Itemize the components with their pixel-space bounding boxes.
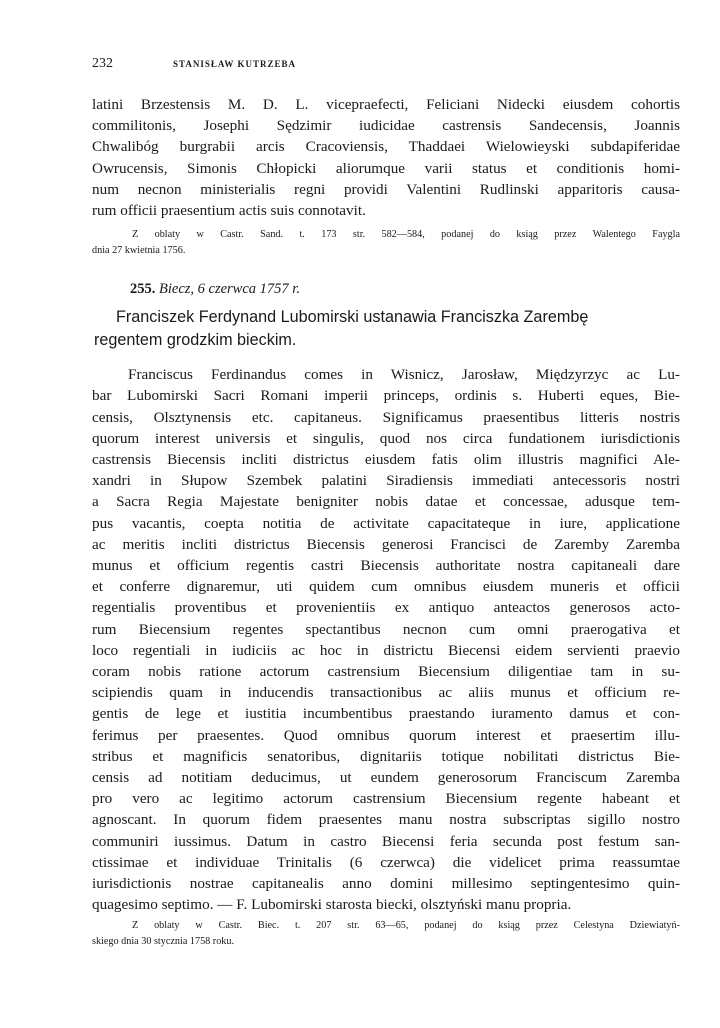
text-line: loco regentiali in iudiciis ac hoc in districtu Biecensi eidem servienti praevio [92, 641, 680, 659]
note-line: Z oblaty w Castr. Sand. t. 173 str. 582—584, podanej do ksiąg przez Walentego Faygla [132, 229, 680, 241]
regest-line: regentem grodzkim bieckim. [94, 331, 297, 350]
text-line: ac meritis incliti districtus Biecensis generosi Francisci de Zaremby Zaremba [92, 535, 680, 553]
page [92, 56, 680, 950]
document-body [92, 364, 680, 915]
note-line: Z oblaty w Castr. Biec. t. 207 str. 63—65, podanej do ksiąg przez Celestyna Dziewiatyń- [132, 919, 680, 931]
text-line: pus vacantis, coepta notitia de activitate capacitateque in iure, applicatione [92, 514, 680, 532]
running-head [92, 56, 680, 78]
text-line: rum Biecensium regentes spectantibus necnon cum omni praerogativa et [92, 620, 680, 638]
text-line: et conferre dignaremur, uti quidem cum omnibus eiusdem muneris et officii [92, 578, 680, 596]
text-line: censis ad notitiam deducimus, ut eundem generosorum Franciscum Zaremba [92, 769, 680, 787]
text-line: stribus et magnificis senatoribus, dignitariis totique nobilitati districtus Bie- [92, 747, 680, 765]
text-line: communiri iussimus. Datum in castro Biecensi feria secunda post festum san- [92, 832, 680, 850]
text-line: scipiendis quam in inducendis transactionibus ac aliis munus et officium re- [92, 684, 680, 702]
text-line: xandri in Słupow Szembek palatini Siradiensis immediati antecessoris nostri [92, 472, 680, 490]
text-line: commilitonis, Josephi Sędzimir iudicidae castrensis Sandecensis, Joannis [92, 117, 680, 135]
text-line: castrensis Biecensis incliti districtus eiusdem fatis olim illustris magnifici Ale- [92, 451, 680, 469]
text-line: iurisdictionis nostrae capitanealis anno domini millesimo septingentesimo quin- [92, 875, 680, 893]
text-line: rum officii praesentium actis suis connotavit. [92, 202, 366, 220]
text-line: latini Brzestensis M. D. L. vicepraefecti, Feliciani Nidecki eiusdem cohortis [92, 96, 680, 113]
running-title: STANISŁAW KUTRZEBA [173, 59, 296, 69]
text-line: agnoscant. In quorum fidem praesentes manu nostra subscriptas sigillo nostro [92, 811, 680, 829]
text-line: regentialis proventibus et provenientiis ex antiquo anteactos generosos acto- [92, 599, 680, 617]
text-line: munus et officium regentis castri Biecensis authoritate nostra capitaneali dare [92, 557, 680, 575]
text-line: coram nobis ratione actorum castrensium Biecensium diligentiae tam in su- [92, 663, 680, 681]
text-line: Chwalibóg burgrabii arcis Cracoviensis, Thaddaei Wielowieyski subdapiferidae [92, 138, 680, 156]
note-line: dnia 27 kwietnia 1756. [92, 245, 186, 257]
document-number: 255. [130, 281, 156, 298]
note-line: skiego dnia 30 stycznia 1758 roku. [92, 935, 235, 947]
text-line: Franciscus Ferdinandus comes in Wisnicz, Jarosław, Międzyrzyc ac Lu- [128, 366, 680, 384]
text-line: quagesimo septimo. — F. Lubomirski starosta biecki, olsztyński manu propria. [92, 896, 572, 914]
text-line: ctissimae et individuae Trinitalis (6 czerwca) die videlicet prima reassumtae [92, 853, 680, 871]
text-line: a Sacra Regia Majestate benigniter nobis datae et concessae, adusque tem- [92, 493, 680, 511]
document-regest [94, 306, 680, 352]
text-line: Owrucensis, Simonis Chłopicki aliorumque varii status et conditionis homi- [92, 159, 680, 177]
text-line: bar Lubomirski Sacri Romani imperii princeps, ordinis s. Huberti eques, Bie- [92, 387, 680, 405]
text-line: pro vero ac legitimo actorum castrensium Biecensium regente habeant et [92, 790, 680, 808]
page-number: 232 [92, 56, 113, 71]
source-note [92, 918, 680, 950]
text-line: gentis de lege et iustitia incumbentibus praestando iuramento damus et con- [92, 705, 680, 723]
source-note [92, 227, 680, 259]
text-line: quorum interest universis et singulis, quod nos circa fundationem iurisdictionis [92, 429, 680, 447]
text-line: ferimus per praesentes. Quod omnibus quorum interest et praesertim illu- [92, 726, 680, 744]
document-heading [130, 281, 680, 298]
text-line: censis, Olsztynensis etc. capitaneus. Significamus praesentibus litteris nostris [92, 408, 680, 426]
document-place-date: Biecz, 6 czerwca 1757 r. [159, 281, 300, 298]
intro-paragraph [92, 94, 680, 221]
text-line: num necnon ministerialis regni providi Valentini Rudlinski apparitoris causa- [92, 180, 680, 198]
regest-line: Franciszek Ferdynand Lubomirski ustanawia Franciszka Zarembę [116, 308, 589, 327]
